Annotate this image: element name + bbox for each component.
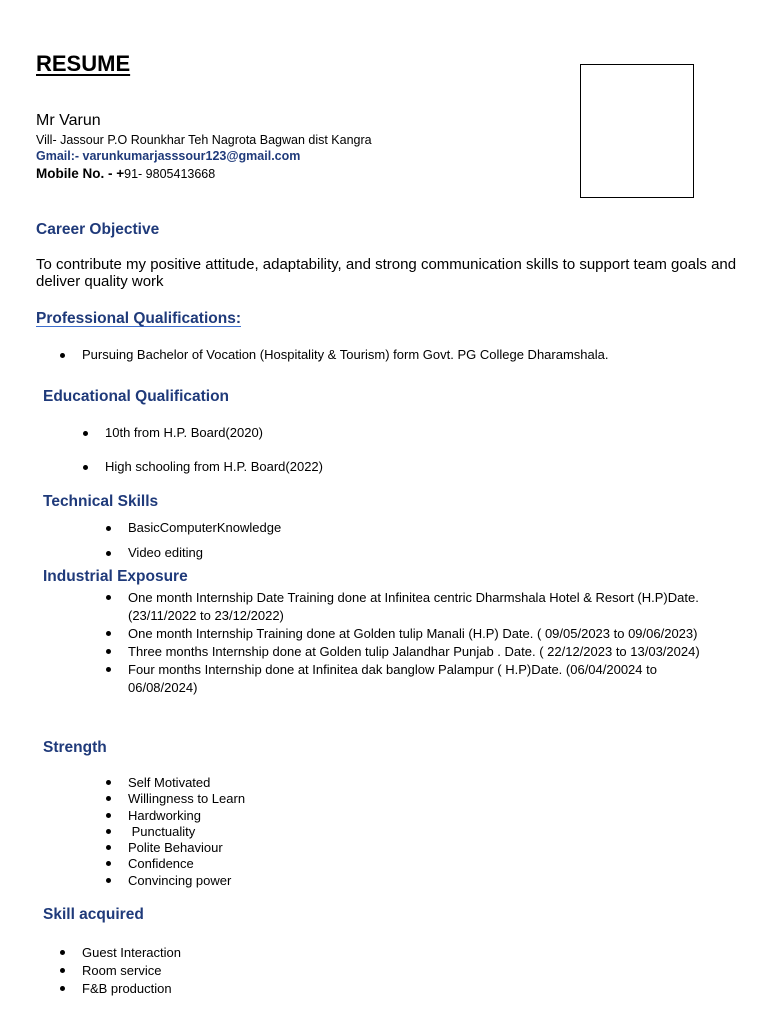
- list-item: Convincing power: [128, 873, 245, 889]
- professional-qualifications-list: [82, 347, 609, 362]
- career-objective-text: To contribute my positive attitude, adaptability, and strong communication skills to support team goals and deliver quality work: [36, 256, 737, 290]
- educational-qualification-list: [105, 425, 263, 440]
- list-item: Hardworking: [128, 808, 245, 824]
- list-item: One month Internship Training done at Golden tulip Manali (H.P) Date. ( 09/05/2023 to 09/06/2023): [128, 625, 728, 643]
- list-item: Willingness to Learn: [128, 791, 246, 807]
- technical-skills-list-2: [128, 545, 203, 560]
- industrial-exposure-list: [128, 589, 728, 697]
- educational-qualification-list-2: [105, 459, 323, 474]
- list-item: Video editing: [128, 545, 203, 560]
- strength-heading: Strength: [43, 739, 107, 756]
- mobile-number: 91- 9805413668: [124, 167, 216, 181]
- list-item: BasicComputerKnowledge: [128, 520, 282, 535]
- list-item: Confidence: [128, 856, 245, 872]
- list-item: F&B production: [82, 980, 181, 998]
- email: Gmail:- varunkumarjasssour123@gmail.com: [36, 149, 301, 163]
- technical-skills-heading: Technical Skills: [43, 493, 159, 510]
- list-item: One month Internship Date Training done at Infinitea centric Dharmshala Hotel & Resort (H.P)Date.(23/11/2022 to 23/12/2022): [128, 589, 728, 625]
- address: Vill- Jassour P.O Rounkhar Teh Nagrota Bagwan dist Kangra: [36, 133, 372, 147]
- list-item: High schooling from H.P. Board(2022): [105, 459, 323, 474]
- resume-title: RESUME: [36, 51, 131, 76]
- skill-acquired-list: [82, 944, 181, 998]
- professional-qualifications-heading: Professional Qualifications:: [36, 310, 241, 327]
- list-item: Guest Interaction: [82, 945, 181, 960]
- list-item: Pursuing Bachelor of Vocation (Hospitality & Tourism) form Govt. PG College Dharamshala.: [82, 347, 609, 362]
- industrial-exposure-heading: Industrial Exposure: [43, 568, 188, 585]
- candidate-name: Mr Varun: [36, 112, 101, 129]
- list-item: Polite Behaviour: [128, 840, 245, 856]
- technical-skills-list: [128, 520, 281, 535]
- photo-placeholder: [580, 64, 694, 198]
- list-item: Self Motivated: [128, 775, 245, 791]
- mobile: [36, 165, 215, 183]
- list-item: 10th from H.P. Board(2020): [105, 425, 264, 440]
- list-item: Three months Internship done at Golden tulip Jalandhar Punjab . Date. ( 22/12/2023 to 13/03/2024): [128, 643, 728, 661]
- career-objective-heading: Career Objective: [36, 221, 160, 238]
- list-item: Punctuality: [128, 824, 245, 840]
- list-item: Room service: [82, 962, 181, 980]
- list-item: Four months Internship done at Infinitea dak banglow Palampur ( H.P)Date. (06/04/20024 to 06/08/2024): [128, 661, 728, 697]
- educational-qualification-heading: Educational Qualification: [43, 388, 230, 405]
- mobile-label: Mobile No. - +: [36, 166, 125, 181]
- skill-acquired-heading: Skill acquired: [43, 906, 144, 923]
- strength-list: [128, 775, 245, 889]
